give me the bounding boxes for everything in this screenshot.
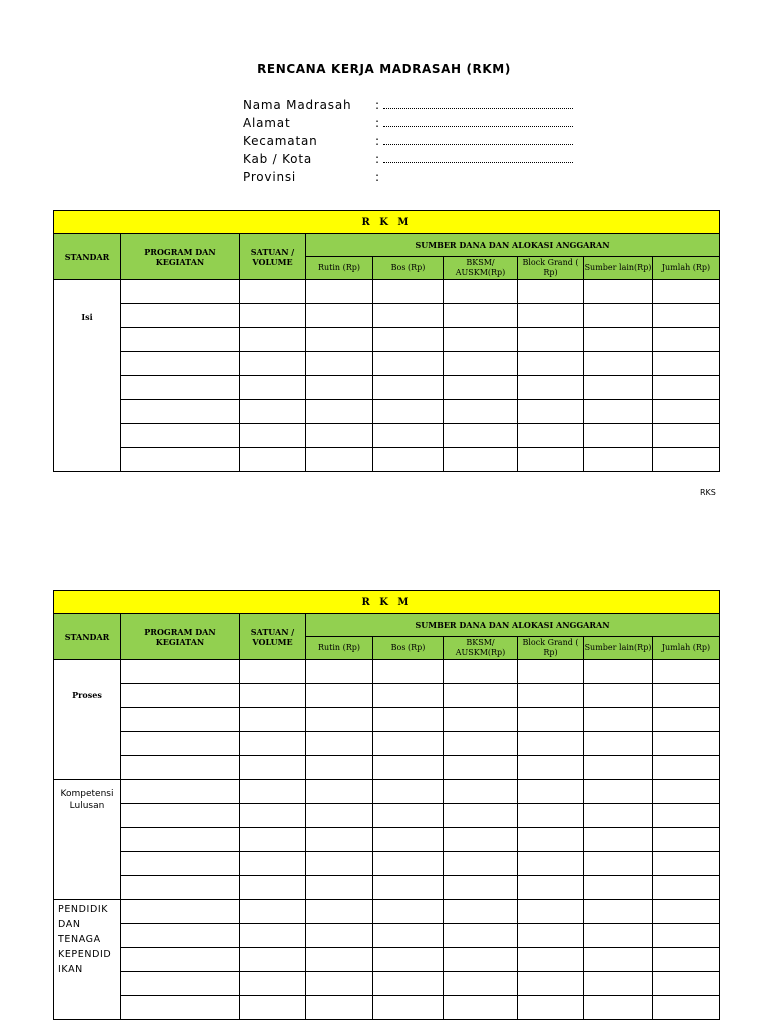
- table-row: [54, 328, 720, 352]
- table-row: [54, 948, 720, 972]
- table-row: [54, 280, 720, 304]
- table-row: [54, 448, 720, 472]
- info-dotted-line: [383, 107, 573, 109]
- info-row-kab-kota: [243, 150, 583, 168]
- table-row: [54, 852, 720, 876]
- table-row: [54, 660, 720, 684]
- subcol-header: Block Grand ( Rp): [518, 637, 584, 660]
- col-header-standar: STANDAR: [54, 614, 121, 660]
- info-dotted-line: [383, 143, 573, 145]
- info-row-kecamatan: [243, 132, 583, 150]
- standar-label: Isi: [81, 312, 93, 322]
- info-dotted-line: [383, 161, 573, 163]
- col-header-standar: STANDAR: [54, 234, 121, 280]
- table-row: [54, 924, 720, 948]
- table-row: [54, 756, 720, 780]
- subcol-header: Sumber lain(Rp): [584, 257, 653, 280]
- col-header-program: PROGRAM DAN KEGIATAN: [121, 614, 240, 660]
- info-colon: :: [375, 98, 380, 112]
- subcol-header: Bos (Rp): [373, 637, 444, 660]
- standar-cell-isi: [54, 280, 121, 472]
- table-row: [54, 900, 720, 924]
- info-row-provinsi: [243, 168, 583, 186]
- rkm-table-isi: [53, 210, 720, 472]
- col-header-satuan: SATUAN / VOLUME: [240, 614, 306, 660]
- standar-cell-kompetensi-lulusan: [54, 780, 121, 900]
- rkm-table-proses: [53, 590, 720, 1020]
- table-row: [54, 708, 720, 732]
- info-row-alamat: [243, 114, 583, 132]
- table-row: [54, 804, 720, 828]
- standar-cell-pendidik: [54, 900, 121, 1020]
- info-row-nama: [243, 96, 583, 114]
- madrasah-info: [243, 96, 583, 186]
- table-row: [54, 732, 720, 756]
- table-row: [54, 400, 720, 424]
- col-header-sumber-dana: SUMBER DANA DAN ALOKASI ANGGARAN: [306, 234, 720, 257]
- col-header-program: PROGRAM DAN KEGIATAN: [121, 234, 240, 280]
- standar-cell-proses: [54, 660, 121, 780]
- info-dotted-line: [383, 125, 573, 127]
- info-label: Alamat: [243, 116, 291, 130]
- table-title: R K M: [54, 591, 720, 614]
- subcol-header: Rutin (Rp): [306, 257, 373, 280]
- subcol-header: Rutin (Rp): [306, 637, 373, 660]
- table-row: [54, 684, 720, 708]
- info-label: Kecamatan: [243, 134, 318, 148]
- subcol-header: Sumber lain(Rp): [584, 637, 653, 660]
- table-row: [54, 424, 720, 448]
- subcol-header: Jumlah (Rp): [653, 637, 720, 660]
- subcol-header: BKSM/ AUSKM(Rp): [444, 257, 518, 280]
- table-row: [54, 352, 720, 376]
- col-header-satuan: SATUAN / VOLUME: [240, 234, 306, 280]
- info-label: Nama Madrasah: [243, 98, 352, 112]
- table-row: [54, 304, 720, 328]
- table-row: [54, 972, 720, 996]
- table-row: [54, 828, 720, 852]
- table-row: [54, 780, 720, 804]
- table-title: R K M: [54, 211, 720, 234]
- info-colon: :: [375, 134, 380, 148]
- subcol-header: Jumlah (Rp): [653, 257, 720, 280]
- col-header-sumber-dana: SUMBER DANA DAN ALOKASI ANGGARAN: [306, 614, 720, 637]
- standar-label: Kompetensi Lulusan: [60, 789, 114, 811]
- info-colon: :: [375, 170, 380, 184]
- info-label: Provinsi: [243, 170, 297, 184]
- standar-label: PENDIDIK DAN TENAGA KEPENDID IKAN: [58, 904, 112, 975]
- table-row: [54, 376, 720, 400]
- footer-code: RKS: [700, 488, 716, 497]
- info-colon: :: [375, 116, 380, 130]
- info-label: Kab / Kota: [243, 152, 312, 166]
- subcol-header: Block Grand ( Rp): [518, 257, 584, 280]
- table-row: [54, 996, 720, 1020]
- info-colon: :: [375, 152, 380, 166]
- standar-label: Proses: [72, 690, 102, 700]
- subcol-header: Bos (Rp): [373, 257, 444, 280]
- document-title: RENCANA KERJA MADRASAH (RKM): [257, 62, 511, 76]
- subcol-header: BKSM/ AUSKM(Rp): [444, 637, 518, 660]
- table-row: [54, 876, 720, 900]
